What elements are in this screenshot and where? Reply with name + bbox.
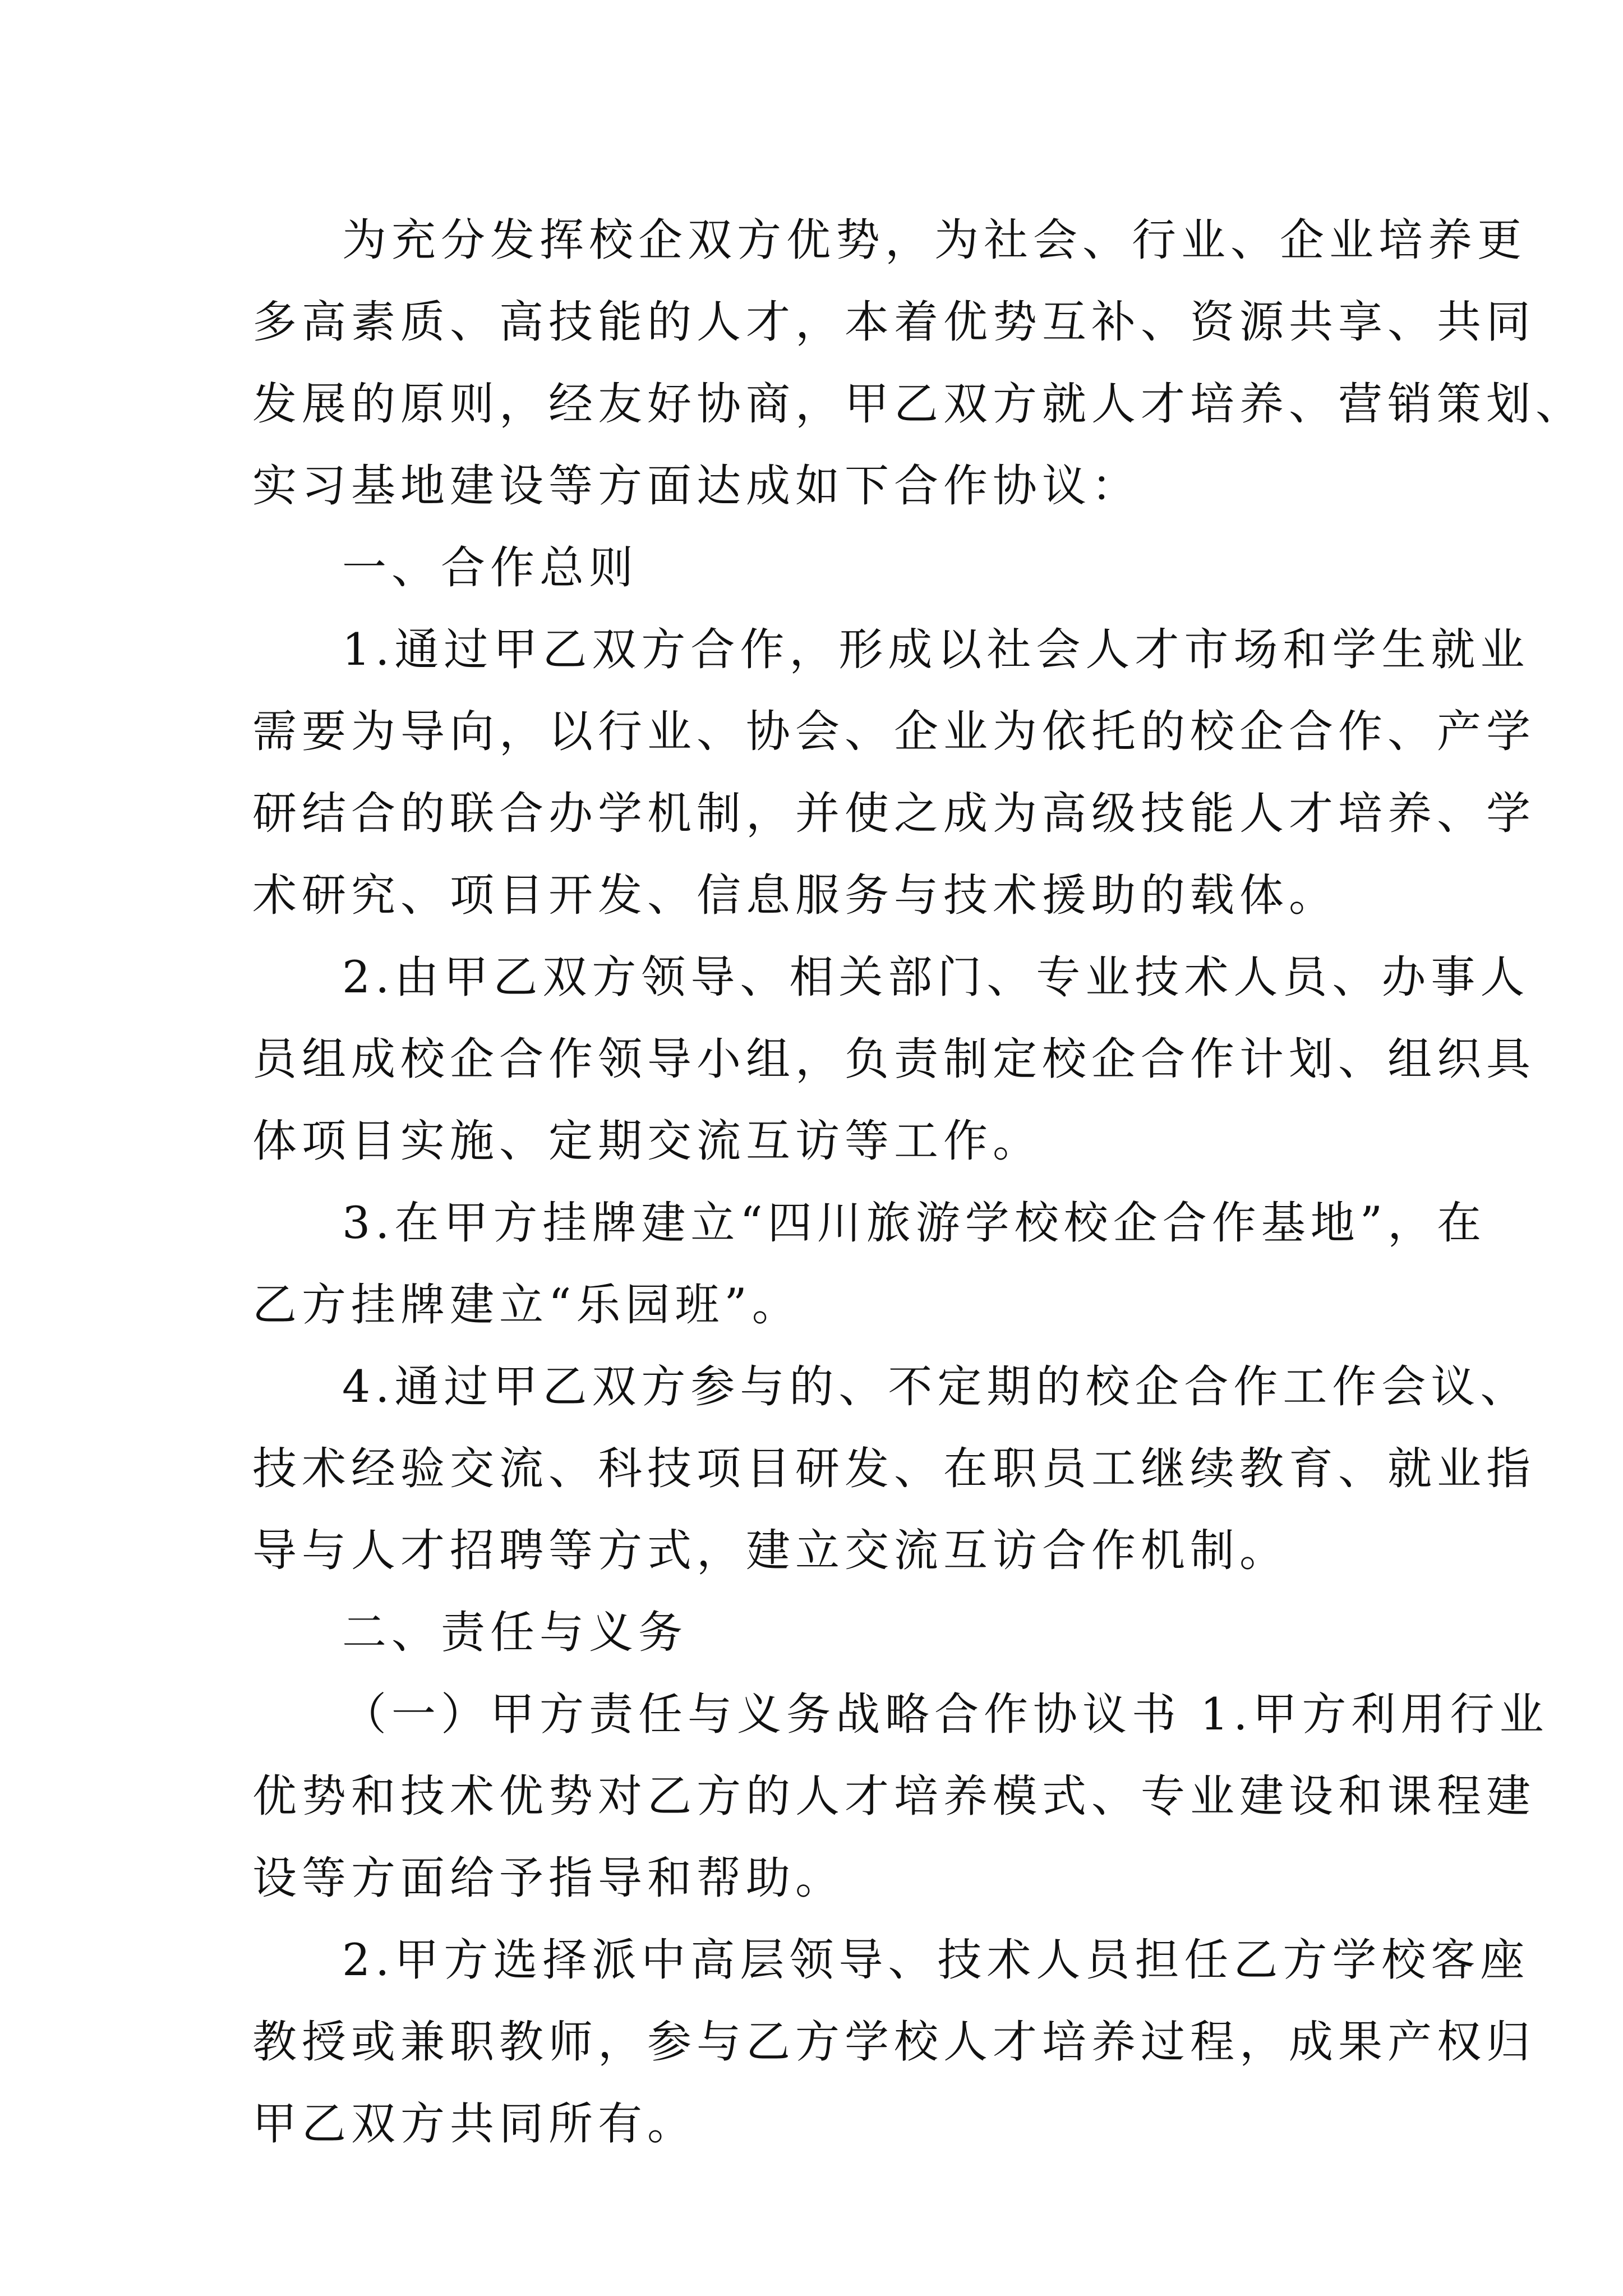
intro-paragraph bbox=[252, 199, 1585, 527]
item-3-paragraph bbox=[252, 1182, 1487, 1346]
sub-1-item-2-paragraph bbox=[252, 1919, 1536, 2165]
sub-1-item-2-line-2: 教授或兼职教师，参与乙方学校人才培养过程，成果产权归 bbox=[252, 2016, 1536, 2068]
item-4-paragraph bbox=[252, 1346, 1536, 1591]
item-3-line-2: 乙方挂牌建立“乐园班”。 bbox=[252, 1279, 801, 1331]
section-heading-2: 二、责任与义务 bbox=[342, 1607, 688, 1658]
intro-line-1: 为充分发挥校企双方优势，为社会、行业、企业培养更 bbox=[342, 214, 1527, 266]
item-2-line-3: 体项目实施、定期交流互访等工作。 bbox=[252, 1115, 1042, 1167]
item-2-line-1: 2.由甲乙双方领导、相关部门、专业技术人员、办事人 bbox=[342, 951, 1530, 1003]
item-1-line-3: 研结合的联合办学机制，并使之成为高级技能人才培养、学 bbox=[252, 788, 1536, 839]
item-2-line-2: 员组成校企合作领导小组，负责制定校企合作计划、组织具 bbox=[252, 1033, 1536, 1085]
item-1-line-1: 1.通过甲乙双方合作，形成以社会人才市场和学生就业 bbox=[342, 624, 1530, 675]
item-4-line-3: 导与人才招聘等方式，建立交流互访合作机制。 bbox=[252, 1525, 1289, 1576]
sub-1-item-2-line-1: 2.甲方选择派中高层领导、技术人员担任乙方学校客座 bbox=[342, 1934, 1530, 1986]
sub-1-paragraph bbox=[252, 1673, 1549, 1919]
item-1-line-4: 术研究、项目开发、信息服务与技术援助的载体。 bbox=[252, 869, 1338, 921]
sub-1-line-1: （一）甲方责任与义务战略合作协议书 1.甲方利用行业 bbox=[342, 1688, 1549, 1740]
item-2-paragraph bbox=[252, 936, 1536, 1182]
item-1-paragraph bbox=[252, 609, 1536, 936]
item-1-line-2: 需要为导向，以行业、协会、企业为依托的校企合作、产学 bbox=[252, 706, 1536, 757]
intro-line-2: 多高素质、高技能的人才，本着优势互补、资源共享、共同 bbox=[252, 296, 1536, 348]
intro-line-4: 实习基地建设等方面达成如下合作协议： bbox=[252, 460, 1141, 512]
sub-1-line-2: 优势和技术优势对乙方的人才培养模式、专业建设和课程建 bbox=[252, 1770, 1536, 1822]
item-4-line-2: 技术经验交流、科技项目研发、在职员工继续教育、就业指 bbox=[252, 1443, 1536, 1494]
sub-1-line-3: 设等方面给予指导和帮助。 bbox=[252, 1852, 845, 1904]
section-heading-1: 一、合作总则 bbox=[342, 542, 638, 593]
item-3-line-1: 3.在甲方挂牌建立“四川旅游学校校企合作基地”，在 bbox=[342, 1197, 1487, 1249]
sub-1-item-2-line-3: 甲乙双方共同所有。 bbox=[252, 2098, 697, 2150]
item-4-line-1: 4.通过甲乙双方参与的、不定期的校企合作工作会议、 bbox=[342, 1361, 1530, 1412]
intro-line-3: 发展的原则，经友好协商，甲乙双方就人才培养、营销策划、 bbox=[252, 378, 1585, 430]
